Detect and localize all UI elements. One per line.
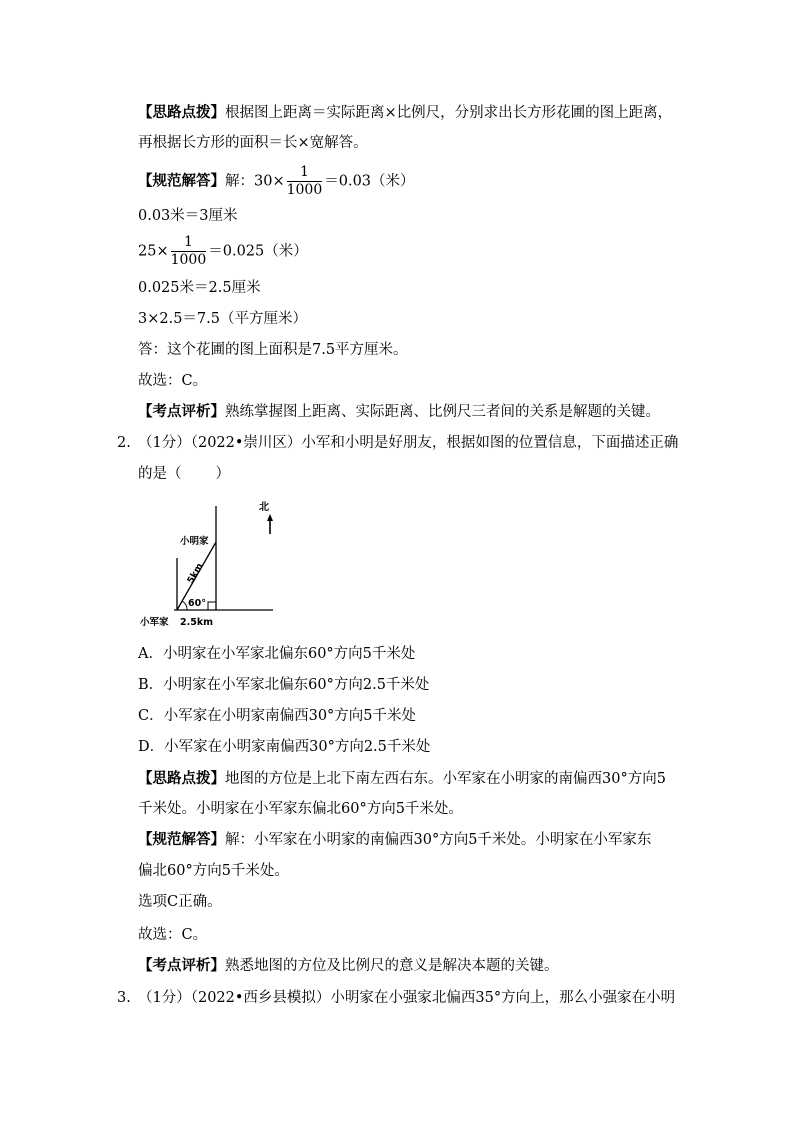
q1-review: [138, 402, 660, 422]
q3-number: 3.: [117, 990, 131, 1006]
q1-hint-tag: 【思路点拨】: [138, 104, 225, 121]
q2-solution-text1: 解：小军家在小明家的南偏西30°方向5千米处。小明家在小军家东: [225, 832, 652, 848]
q2-solution-line2: 偏北60°方向5千米处。: [138, 863, 289, 879]
q2-option-b: B．小明家在小军家北偏东60°方向2.5千米处: [138, 677, 430, 693]
distance-5km-label: 5km: [185, 561, 206, 586]
north-arrow-head: [267, 514, 273, 521]
xiaoming-home-label: 小明家: [180, 536, 209, 547]
q1-fraction-1-num: 1: [287, 164, 323, 182]
q1-step2: 0.03米＝3厘米: [138, 208, 238, 224]
q1-step4: 0.025米＝2.5厘米: [138, 280, 261, 296]
q1-hint-line1: [138, 103, 672, 123]
q2-hint-line1: [138, 769, 666, 789]
q2-hint-tag: 【思路点拨】: [138, 770, 225, 787]
q2-stem-line1: （1分）（2022•崇川区）小军和小明是好朋友，根据如图的位置信息，下面描述正确: [138, 435, 679, 451]
q2-review-tag: 【考点评析】: [138, 957, 225, 974]
q1-solution-line3: [138, 234, 308, 269]
q2-review-text: 熟悉地图的方位及比例尺的意义是解决本题的关键。: [225, 958, 559, 974]
q2-solution-line1: [138, 830, 651, 850]
q2-position-figure: [130, 494, 290, 634]
q1-solution-tag: 【规范解答】: [138, 172, 225, 190]
q2-solution-tag: 【规范解答】: [138, 831, 225, 848]
q1-fraction-2-num: 1: [171, 234, 207, 252]
q1-answer: 答：这个花圃的图上面积是7.5平方厘米。: [138, 342, 408, 358]
angle-label: 60°: [188, 598, 206, 609]
q1-hint-line2: 再根据长方形的面积＝长×宽解答。: [138, 135, 368, 151]
q1-fraction-1: [287, 164, 323, 199]
north-label: 北: [259, 502, 269, 513]
q2-stem-line2: [138, 464, 230, 484]
q2-number: 2.: [117, 435, 131, 451]
q1-review-tag: 【考点评析】: [138, 403, 225, 420]
angle-arc: [182, 601, 187, 610]
q2-option-c: C．小军家在小明家南偏西30°方向5千米处: [138, 708, 417, 724]
q2-stem-pre: 的是（: [138, 466, 182, 482]
right-angle-mark: [208, 602, 216, 610]
q1-review-text: 熟练掌握图上距离、实际距离、比例尺三者间的关系是解题的关键。: [225, 404, 660, 420]
q1-step1-pre: 解：30×: [225, 173, 285, 190]
q2-choice: 故选：C。: [138, 927, 208, 943]
q2-review: [138, 956, 559, 976]
xiaojun-home-label: 小军家: [140, 617, 169, 628]
q2-stem-post: ）: [215, 466, 230, 482]
q1-fraction-2-den: 1000: [170, 252, 207, 268]
q1-fraction-1-den: 1000: [286, 182, 323, 198]
q1-step1-post: ＝0.03（米）: [324, 173, 415, 190]
q1-fraction-2: [171, 234, 207, 269]
q3-stem-line1: （1分）（2022•西乡县模拟）小明家在小强家北偏西35°方向上，那么小强家在小明: [138, 990, 676, 1006]
distance-25km-label: 2.5km: [180, 617, 214, 628]
q2-hint-line2: 千米处。小明家在小军家东偏北60°方向5千米处。: [138, 801, 463, 817]
q2-solution-line3: 选项C正确。: [138, 894, 222, 910]
q1-step3-post: ＝0.025（米）: [208, 243, 308, 260]
q1-choice: 故选：C。: [138, 373, 208, 389]
q1-solution-line1: [138, 164, 415, 199]
q2-option-a: A．小明家在小军家北偏东60°方向5千米处: [138, 646, 416, 662]
q2-option-d: D．小军家在小明家南偏西30°方向2.5千米处: [138, 739, 431, 755]
q1-step5: 3×2.5＝7.5（平方厘米）: [138, 311, 307, 327]
q1-hint-text1: 根据图上距离＝实际距离×比例尺，分别求出长方形花圃的图上距离，: [225, 105, 673, 121]
q1-step3-pre: 25×: [138, 243, 169, 260]
q2-hint-text1: 地图的方位是上北下南左西右东。小军家在小明家的南偏西30°方向5: [225, 771, 666, 787]
